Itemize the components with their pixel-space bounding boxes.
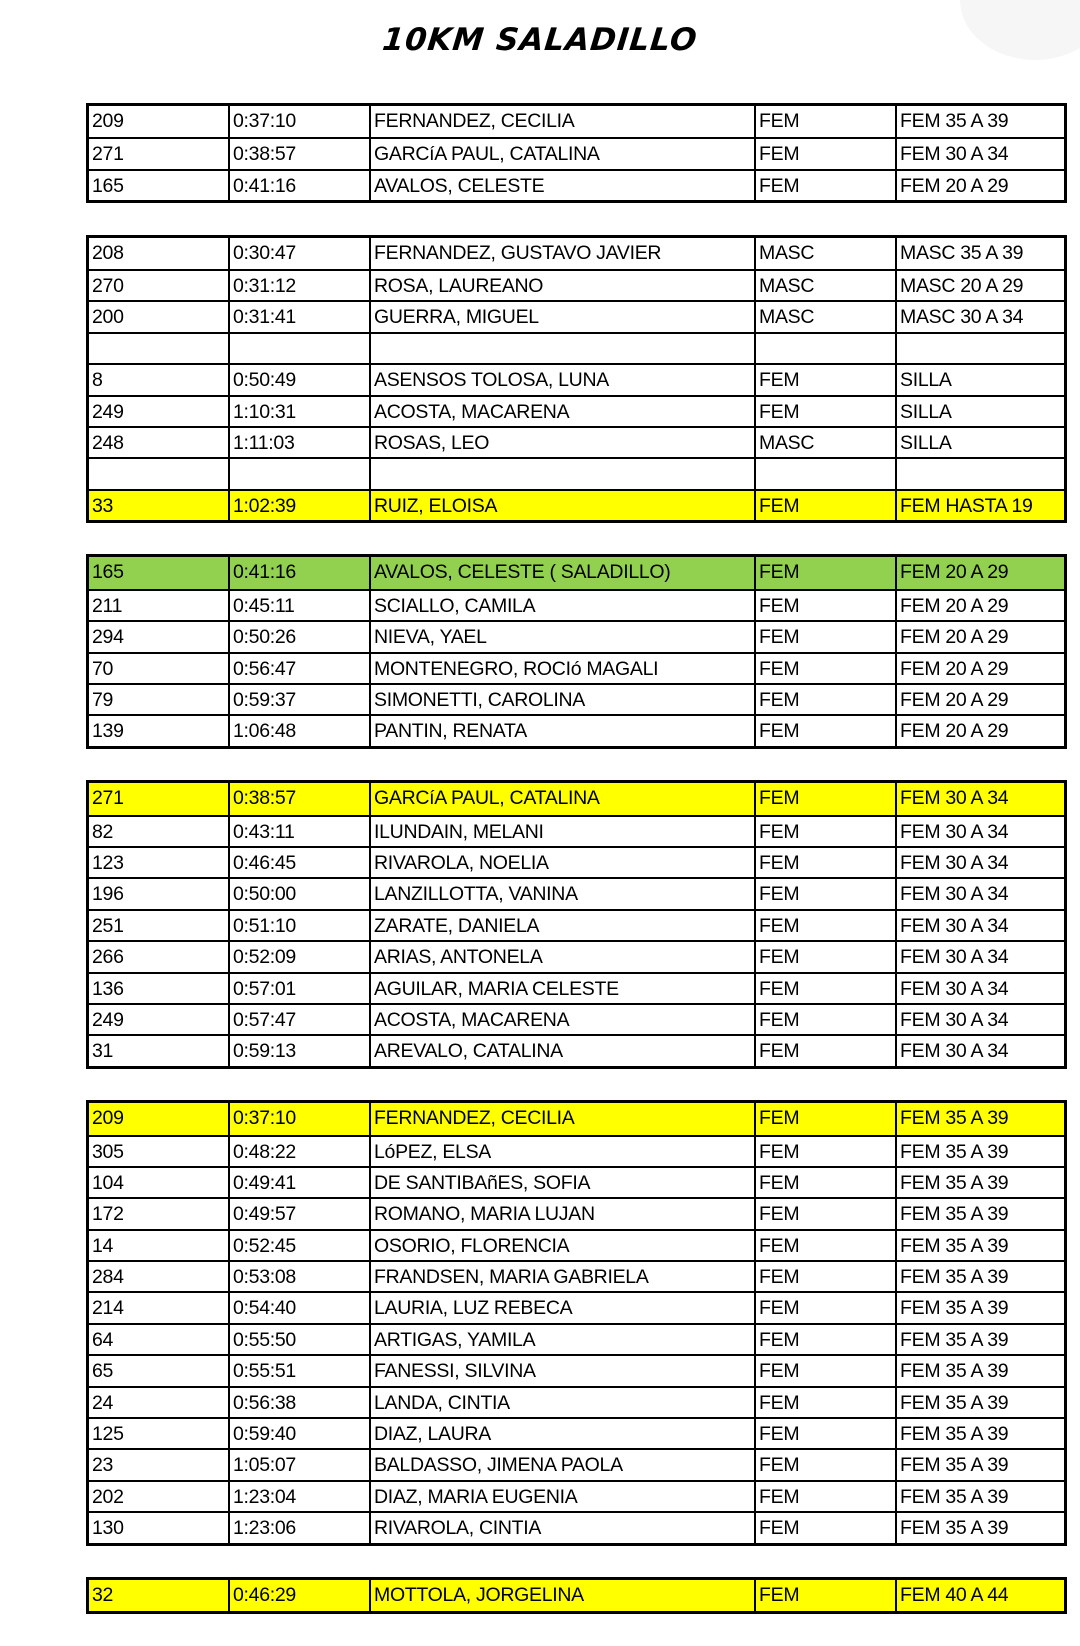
gender-cell: FEM <box>754 591 895 620</box>
bib-number-cell: 209 <box>92 1107 124 1130</box>
finish-time-cell: 0:59:13 <box>228 1036 369 1065</box>
gender-cell: FEM <box>754 1137 895 1166</box>
finish-time-cell: 0:55:50 <box>228 1325 369 1354</box>
category-cell: FEM 20 A 29 <box>895 685 1064 714</box>
result-row <box>89 1166 1064 1197</box>
category-cell: FEM 35 A 39 <box>895 1103 1064 1134</box>
result-row <box>89 1291 1064 1322</box>
bib-number-cell: 249 <box>92 1008 124 1031</box>
finish-time-cell: 1:23:04 <box>228 1482 369 1511</box>
runner-name-cell: LANDA, CINTIA <box>369 1388 754 1417</box>
result-row <box>89 1417 1064 1448</box>
gender-cell: FEM <box>754 1262 895 1291</box>
category-cell: FEM 35 A 39 <box>895 1388 1064 1417</box>
category-cell: FEM 30 A 34 <box>895 1005 1064 1034</box>
runner-name-cell: ZARATE, DANIELA <box>369 911 754 940</box>
runner-name-cell: FERNANDEZ, CECILIA <box>369 1103 754 1134</box>
bib-number-cell: 266 <box>92 946 124 969</box>
bib-number-cell: 284 <box>92 1266 124 1289</box>
gender-cell: FEM <box>754 783 895 814</box>
gender-cell: MASC <box>754 428 895 457</box>
finish-time-cell: 1:10:31 <box>228 397 369 426</box>
gender-cell: FEM <box>754 1388 895 1417</box>
bib-number-cell: 32 <box>92 1583 114 1606</box>
bib-number-cell: 14 <box>92 1234 114 1257</box>
bib-number-cell: 305 <box>92 1140 124 1163</box>
results-sheet <box>86 103 1067 1646</box>
result-row <box>89 589 1064 620</box>
category-cell: FEM 35 A 39 <box>895 1168 1064 1197</box>
finish-time-cell: 0:59:40 <box>228 1419 369 1448</box>
finish-time-cell: 0:50:00 <box>228 879 369 908</box>
category-cell: FEM 40 A 44 <box>895 1580 1064 1611</box>
runner-name-cell: ROMANO, MARIA LUJAN <box>369 1199 754 1228</box>
result-row <box>89 846 1064 877</box>
finish-time-cell: 0:30:47 <box>228 238 369 269</box>
finish-time-cell: 0:43:11 <box>228 817 369 846</box>
bib-number-cell: 70 <box>92 657 114 680</box>
finish-time-cell: 0:52:45 <box>228 1231 369 1260</box>
gender-cell: FEM <box>754 1293 895 1322</box>
result-row <box>89 137 1064 168</box>
bib-number-cell: 209 <box>92 110 124 132</box>
finish-time-cell: 0:52:09 <box>228 942 369 971</box>
results-group <box>86 1577 1067 1614</box>
result-row <box>89 1003 1064 1034</box>
finish-time-cell: 0:48:22 <box>228 1137 369 1166</box>
runner-name-cell: SCIALLO, CAMILA <box>369 591 754 620</box>
bib-number-cell: 271 <box>92 143 124 166</box>
finish-time-cell: 0:31:12 <box>228 271 369 300</box>
runner-name-cell: ROSA, LAUREANO <box>369 271 754 300</box>
result-row <box>89 877 1064 908</box>
gender-cell: MASC <box>754 271 895 300</box>
runner-name-cell: ACOSTA, MACARENA <box>369 1005 754 1034</box>
category-cell: FEM 35 A 39 <box>895 1325 1064 1354</box>
gender-cell: FEM <box>754 171 895 200</box>
result-row <box>89 652 1064 683</box>
runner-name-cell <box>369 459 754 488</box>
gender-cell <box>754 459 895 488</box>
bib-number-cell: 211 <box>92 594 123 617</box>
result-row <box>89 909 1064 940</box>
category-cell: FEM 35 A 39 <box>895 1419 1064 1448</box>
runner-name-cell: RUIZ, ELOISA <box>369 491 754 520</box>
runner-name-cell: ARTIGAS, YAMILA <box>369 1325 754 1354</box>
runner-name-cell: MONTENEGRO, ROCIó MAGALI <box>369 654 754 683</box>
gender-cell <box>754 334 895 363</box>
result-row <box>89 1386 1064 1417</box>
result-row <box>89 269 1064 300</box>
finish-time-cell: 0:46:29 <box>228 1580 369 1611</box>
category-cell: FEM 30 A 34 <box>895 911 1064 940</box>
result-row <box>89 1260 1064 1291</box>
finish-time-cell: 1:05:07 <box>228 1450 369 1479</box>
bib-number-cell: 251 <box>92 914 124 937</box>
gender-cell: FEM <box>754 1450 895 1479</box>
results-group <box>86 554 1067 748</box>
result-row <box>89 1135 1064 1166</box>
result-row <box>89 714 1064 745</box>
runner-name-cell: GARCíA PAUL, CATALINA <box>369 139 754 168</box>
result-row <box>89 557 1064 588</box>
bib-number-cell: 64 <box>92 1328 114 1351</box>
runner-name-cell: ASENSOS TOLOSA, LUNA <box>369 365 754 394</box>
category-cell: FEM HASTA 19 <box>895 491 1064 520</box>
bib-number-cell: 136 <box>92 977 124 1000</box>
bib-number-cell: 270 <box>92 274 124 297</box>
finish-time-cell: 0:31:41 <box>228 302 369 331</box>
gender-cell: FEM <box>754 1168 895 1197</box>
category-cell: FEM 30 A 34 <box>895 817 1064 846</box>
bib-number-cell: 24 <box>92 1391 114 1414</box>
bib-number-cell: 208 <box>92 241 124 264</box>
bib-number-cell <box>89 459 228 488</box>
finish-time-cell: 0:38:57 <box>228 139 369 168</box>
gender-cell: FEM <box>754 139 895 168</box>
runner-name-cell: ROSAS, LEO <box>369 428 754 457</box>
result-row <box>89 815 1064 846</box>
runner-name-cell: DE SANTIBAñES, SOFIA <box>369 1168 754 1197</box>
result-row <box>89 783 1064 814</box>
blank-row <box>89 332 1064 363</box>
gender-cell: MASC <box>754 238 895 269</box>
results-group <box>86 103 1067 203</box>
bib-number-cell: 65 <box>92 1360 114 1383</box>
runner-name-cell: LANZILLOTTA, VANINA <box>369 879 754 908</box>
finish-time-cell: 0:51:10 <box>228 911 369 940</box>
bib-number-cell: 165 <box>92 561 124 584</box>
category-cell: FEM 30 A 34 <box>895 974 1064 1003</box>
result-row <box>89 1480 1064 1511</box>
runner-name-cell: FANESSI, SILVINA <box>369 1356 754 1385</box>
category-cell: FEM 20 A 29 <box>895 171 1064 200</box>
gender-cell: FEM <box>754 1103 895 1134</box>
result-row <box>89 1354 1064 1385</box>
result-row <box>89 426 1064 457</box>
finish-time-cell: 0:53:08 <box>228 1262 369 1291</box>
category-cell: FEM 35 A 39 <box>895 1199 1064 1228</box>
gender-cell: MASC <box>754 302 895 331</box>
result-row <box>89 1580 1064 1611</box>
runner-name-cell: MOTTOLA, JORGELINA <box>369 1580 754 1611</box>
result-row <box>89 683 1064 714</box>
category-cell: FEM 30 A 34 <box>895 848 1064 877</box>
bib-number-cell: 248 <box>92 431 124 454</box>
category-cell: FEM 20 A 29 <box>895 716 1064 745</box>
category-cell: FEM 30 A 34 <box>895 783 1064 814</box>
finish-time-cell: 0:57:01 <box>228 974 369 1003</box>
gender-cell: FEM <box>754 557 895 588</box>
bib-number-cell: 23 <box>92 1454 114 1477</box>
result-row <box>89 238 1064 269</box>
bib-number-cell: 139 <box>92 720 124 743</box>
gender-cell: FEM <box>754 365 895 394</box>
category-cell: FEM 20 A 29 <box>895 622 1064 651</box>
result-row <box>89 940 1064 971</box>
category-cell: FEM 30 A 34 <box>895 1036 1064 1065</box>
page-title: 10KM SALADILLO <box>380 22 700 58</box>
runner-name-cell: BALDASSO, JIMENA PAOLA <box>369 1450 754 1479</box>
result-row <box>89 395 1064 426</box>
finish-time-cell: 0:41:16 <box>228 171 369 200</box>
finish-time-cell <box>228 459 369 488</box>
finish-time-cell: 0:49:41 <box>228 1168 369 1197</box>
finish-time-cell: 0:41:16 <box>228 557 369 588</box>
result-row <box>89 300 1064 331</box>
finish-time-cell: 0:46:45 <box>228 848 369 877</box>
bib-number-cell: 172 <box>92 1203 124 1226</box>
category-cell: FEM 35 A 39 <box>895 1356 1064 1385</box>
gender-cell: FEM <box>754 1325 895 1354</box>
gender-cell: FEM <box>754 879 895 908</box>
gender-cell: FEM <box>754 1482 895 1511</box>
gender-cell: FEM <box>754 1231 895 1260</box>
bib-number-cell: 104 <box>92 1171 124 1194</box>
finish-time-cell: 0:59:37 <box>228 685 369 714</box>
finish-time-cell: 0:45:11 <box>228 591 369 620</box>
bib-number-cell: 130 <box>92 1517 124 1540</box>
category-cell: SILLA <box>895 365 1064 394</box>
bib-number-cell: 202 <box>92 1485 124 1508</box>
category-cell: FEM 35 A 39 <box>895 1262 1064 1291</box>
runner-name-cell: FERNANDEZ, CECILIA <box>369 106 754 137</box>
finish-time-cell: 0:50:26 <box>228 622 369 651</box>
gender-cell: FEM <box>754 106 895 137</box>
bib-number-cell: 8 <box>92 369 103 392</box>
gender-cell: FEM <box>754 817 895 846</box>
gender-cell: FEM <box>754 848 895 877</box>
bib-number-cell <box>89 334 228 363</box>
results-group <box>86 235 1067 524</box>
runner-name-cell: ARIAS, ANTONELA <box>369 942 754 971</box>
result-row <box>89 106 1064 137</box>
category-cell: MASC 35 A 39 <box>895 238 1064 269</box>
result-row <box>89 489 1064 520</box>
runner-name-cell: LóPEZ, ELSA <box>369 1137 754 1166</box>
bib-number-cell: 294 <box>92 626 124 649</box>
runner-name-cell: GARCíA PAUL, CATALINA <box>369 783 754 814</box>
runner-name-cell: DIAZ, LAURA <box>369 1419 754 1448</box>
result-row <box>89 1448 1064 1479</box>
runner-name-cell: ILUNDAIN, MELANI <box>369 817 754 846</box>
category-cell: FEM 20 A 29 <box>895 591 1064 620</box>
blank-row <box>89 457 1064 488</box>
category-cell: FEM 35 A 39 <box>895 1293 1064 1322</box>
runner-name-cell: DIAZ, MARIA EUGENIA <box>369 1482 754 1511</box>
finish-time-cell: 0:50:49 <box>228 365 369 394</box>
finish-time-cell <box>228 334 369 363</box>
runner-name-cell: RIVAROLA, NOELIA <box>369 848 754 877</box>
finish-time-cell: 0:37:10 <box>228 1103 369 1134</box>
category-cell: FEM 30 A 34 <box>895 139 1064 168</box>
runner-name-cell: GUERRA, MIGUEL <box>369 302 754 331</box>
bib-number-cell: 31 <box>92 1040 114 1063</box>
result-row <box>89 169 1064 200</box>
runner-name-cell: FRANDSEN, MARIA GABRIELA <box>369 1262 754 1291</box>
category-cell <box>895 334 1064 363</box>
runner-name-cell: OSORIO, FLORENCIA <box>369 1231 754 1260</box>
bib-number-cell: 200 <box>92 306 124 329</box>
gender-cell: FEM <box>754 685 895 714</box>
runner-name-cell <box>369 334 754 363</box>
finish-time-cell: 0:57:47 <box>228 1005 369 1034</box>
finish-time-cell: 1:06:48 <box>228 716 369 745</box>
category-cell: FEM 35 A 39 <box>895 1482 1064 1511</box>
finish-time-cell: 0:49:57 <box>228 1199 369 1228</box>
category-cell: FEM 35 A 39 <box>895 1137 1064 1166</box>
category-cell: FEM 30 A 34 <box>895 942 1064 971</box>
category-cell <box>895 459 1064 488</box>
gender-cell: FEM <box>754 1513 895 1542</box>
finish-time-cell: 0:56:47 <box>228 654 369 683</box>
result-row <box>89 1103 1064 1134</box>
result-row <box>89 1229 1064 1260</box>
category-cell: FEM 35 A 39 <box>895 1231 1064 1260</box>
gender-cell: FEM <box>754 1036 895 1065</box>
runner-name-cell: AGUILAR, MARIA CELESTE <box>369 974 754 1003</box>
result-row <box>89 363 1064 394</box>
gender-cell: FEM <box>754 716 895 745</box>
bib-number-cell: 165 <box>92 174 124 197</box>
results-group <box>86 780 1067 1069</box>
finish-time-cell: 1:02:39 <box>228 491 369 520</box>
finish-time-cell: 0:56:38 <box>228 1388 369 1417</box>
gender-cell: FEM <box>754 1005 895 1034</box>
finish-time-cell: 0:55:51 <box>228 1356 369 1385</box>
category-cell: MASC 20 A 29 <box>895 271 1064 300</box>
bib-number-cell: 123 <box>92 851 124 874</box>
gender-cell: FEM <box>754 1199 895 1228</box>
gender-cell: FEM <box>754 654 895 683</box>
bib-number-cell: 82 <box>92 820 114 843</box>
bib-number-cell: 196 <box>92 883 124 906</box>
results-group <box>86 1100 1067 1545</box>
runner-name-cell: SIMONETTI, CAROLINA <box>369 685 754 714</box>
category-cell: MASC 30 A 34 <box>895 302 1064 331</box>
result-row <box>89 620 1064 651</box>
bib-number-cell: 249 <box>92 400 124 423</box>
bib-number-cell: 79 <box>92 689 114 712</box>
gender-cell: FEM <box>754 1419 895 1448</box>
result-row <box>89 1323 1064 1354</box>
finish-time-cell: 1:11:03 <box>228 428 369 457</box>
runner-name-cell: AVALOS, CELESTE ( SALADILLO) <box>369 557 754 588</box>
gender-cell: FEM <box>754 622 895 651</box>
result-row <box>89 972 1064 1003</box>
runner-name-cell: AREVALO, CATALINA <box>369 1036 754 1065</box>
gender-cell: FEM <box>754 1356 895 1385</box>
category-cell: SILLA <box>895 428 1064 457</box>
finish-time-cell: 1:23:06 <box>228 1513 369 1542</box>
runner-name-cell: FERNANDEZ, GUSTAVO JAVIER <box>369 238 754 269</box>
runner-name-cell: RIVAROLA, CINTIA <box>369 1513 754 1542</box>
category-cell: FEM 35 A 39 <box>895 1450 1064 1479</box>
runner-name-cell: LAURIA, LUZ REBECA <box>369 1293 754 1322</box>
category-cell: FEM 30 A 34 <box>895 879 1064 908</box>
gender-cell: FEM <box>754 911 895 940</box>
finish-time-cell: 0:54:40 <box>228 1293 369 1322</box>
finish-time-cell: 0:38:57 <box>228 783 369 814</box>
category-cell: SILLA <box>895 397 1064 426</box>
finish-time-cell: 0:37:10 <box>228 106 369 137</box>
result-row <box>89 1034 1064 1065</box>
bib-number-cell: 214 <box>92 1297 124 1320</box>
gender-cell: FEM <box>754 397 895 426</box>
bib-number-cell: 33 <box>92 494 114 517</box>
runner-name-cell: PANTIN, RENATA <box>369 716 754 745</box>
runner-name-cell: AVALOS, CELESTE <box>369 171 754 200</box>
gender-cell: FEM <box>754 974 895 1003</box>
category-cell: FEM 35 A 39 <box>895 1513 1064 1542</box>
result-row <box>89 1197 1064 1228</box>
runner-name-cell: NIEVA, YAEL <box>369 622 754 651</box>
bib-number-cell: 125 <box>92 1423 124 1446</box>
bib-number-cell: 271 <box>92 787 124 810</box>
result-row <box>89 1511 1064 1542</box>
category-cell: FEM 35 A 39 <box>895 106 1064 137</box>
gender-cell: FEM <box>754 942 895 971</box>
category-cell: FEM 20 A 29 <box>895 557 1064 588</box>
gender-cell: FEM <box>754 1580 895 1611</box>
runner-name-cell: ACOSTA, MACARENA <box>369 397 754 426</box>
category-cell: FEM 20 A 29 <box>895 654 1064 683</box>
gender-cell: FEM <box>754 491 895 520</box>
